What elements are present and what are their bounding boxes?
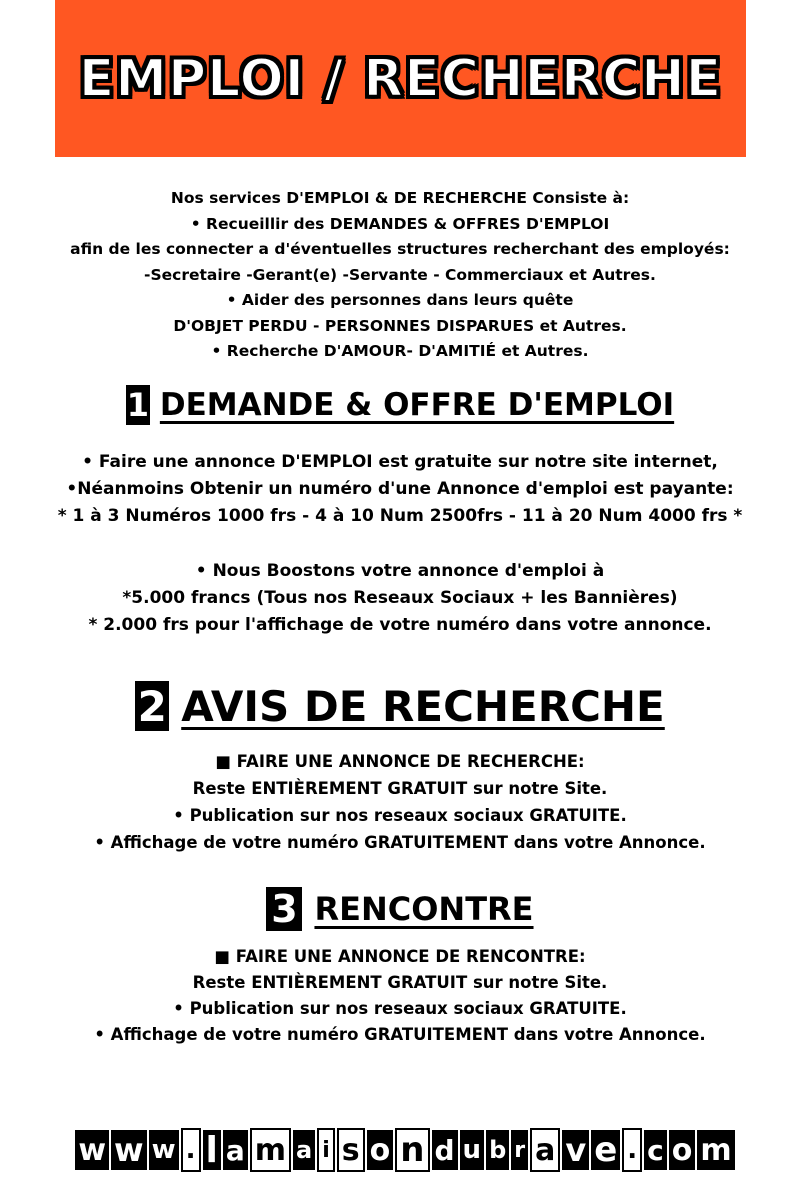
section1-number: 1 [126,386,149,424]
section2-line: • Publication sur nos reseaux sociaux GRATUITE. [173,806,627,825]
section2-title: AVIS DE RECHERCHE [181,681,665,731]
section3-title: RENCONTRE [314,890,534,928]
section2-line: Reste ENTIÈREMENT GRATUIT sur notre Site. [192,779,608,798]
section3-line: ■ FAIRE UNE ANNONCE DE RENCONTRE: [214,947,586,966]
intro-line: • Recherche D'AMOUR- D'AMITIÉ et Autres. [211,342,589,360]
section3-line: Reste ENTIÈREMENT GRATUIT sur notre Site. [192,973,608,992]
footer-letter: n [395,1128,429,1172]
page-title: EMPLOI / RECHERCHE [78,48,723,109]
footer-letter: i [317,1128,335,1172]
section1-heading [0,380,800,430]
footer-letter: u [460,1130,485,1170]
title-banner [55,0,746,157]
footer-letter: m [250,1128,291,1172]
footer-letter: w [75,1130,109,1170]
footer-url [55,1125,755,1175]
footer-letter: a [293,1130,315,1170]
section2-line: ■ FAIRE UNE ANNONCE DE RECHERCHE: [215,752,585,771]
section2-number: 2 [135,681,169,731]
section1-text [0,449,800,530]
footer-letter: w [149,1130,179,1170]
section1-boost-line: * 2.000 frs pour l'affichage de votre numéro dans votre annonce. [88,615,712,635]
footer-letter: e [591,1130,620,1170]
footer-letter: d [432,1130,458,1170]
footer-letter: o [367,1130,394,1170]
intro-line: D'OBJET PERDU - PERSONNES DISPARUES et Autres. [173,316,627,335]
footer-letter: w [111,1130,147,1170]
section3-line: • Publication sur nos reseaux sociaux GRATUITE. [173,999,627,1018]
section2-line: • Affichage de votre numéro GRATUITEMENT dans votre Annonce. [94,833,706,852]
intro-line: -Secretaire -Gerant(e) -Servante - Commerciaux et Autres. [144,265,656,284]
section1-line: * 1 à 3 Numéros 1000 frs - 4 à 10 Num 2500frs - 11 à 20 Num 4000 frs * [57,506,743,526]
section3-heading [0,883,800,935]
intro-text [0,186,800,365]
footer-letter: . [181,1128,201,1172]
section2-text [0,748,800,856]
section1-line: • Faire une annonce D'EMPLOI est gratuite sur notre site internet, [82,452,718,472]
footer-letter: a [530,1128,560,1172]
section2-heading [0,676,800,736]
footer-letter: s [337,1128,365,1172]
section1-boost-line: • Nous Boostons votre annonce d'emploi à [195,561,605,581]
section1-title: DEMANDE & OFFRE D'EMPLOI [159,387,675,423]
footer-letter: b [486,1130,509,1170]
intro-line: Nos services D'EMPLOI & DE RECHERCHE Consiste à: [170,189,630,207]
footer-letter: . [622,1128,642,1172]
footer-letter: o [669,1130,696,1170]
section3-line: • Affichage de votre numéro GRATUITEMENT dans votre Annonce. [94,1025,706,1044]
section1-boost-text [0,558,800,639]
footer-letter: a [223,1130,248,1170]
section3-text [0,944,800,1048]
footer-letter: l [203,1130,221,1170]
intro-line: • Recueillir des DEMANDES & OFFRES D'EMPLOI [190,214,610,233]
section3-number: 3 [266,887,302,931]
footer-letter: c [644,1130,667,1170]
intro-line: afin de les connecter a d'éventuelles structures recherchant des employés: [70,240,730,258]
intro-line: • Aider des personnes dans leurs quête [226,291,574,309]
section1-line: •Néanmoins Obtenir un numéro d'une Annonce d'emploi est payante: [66,479,734,499]
section1-boost-line: *5.000 francs (Tous nos Reseaux Sociaux + les Bannières) [122,588,678,608]
footer-letter: r [511,1130,528,1170]
footer-letter: m [697,1130,734,1170]
footer-letter: v [562,1130,589,1170]
